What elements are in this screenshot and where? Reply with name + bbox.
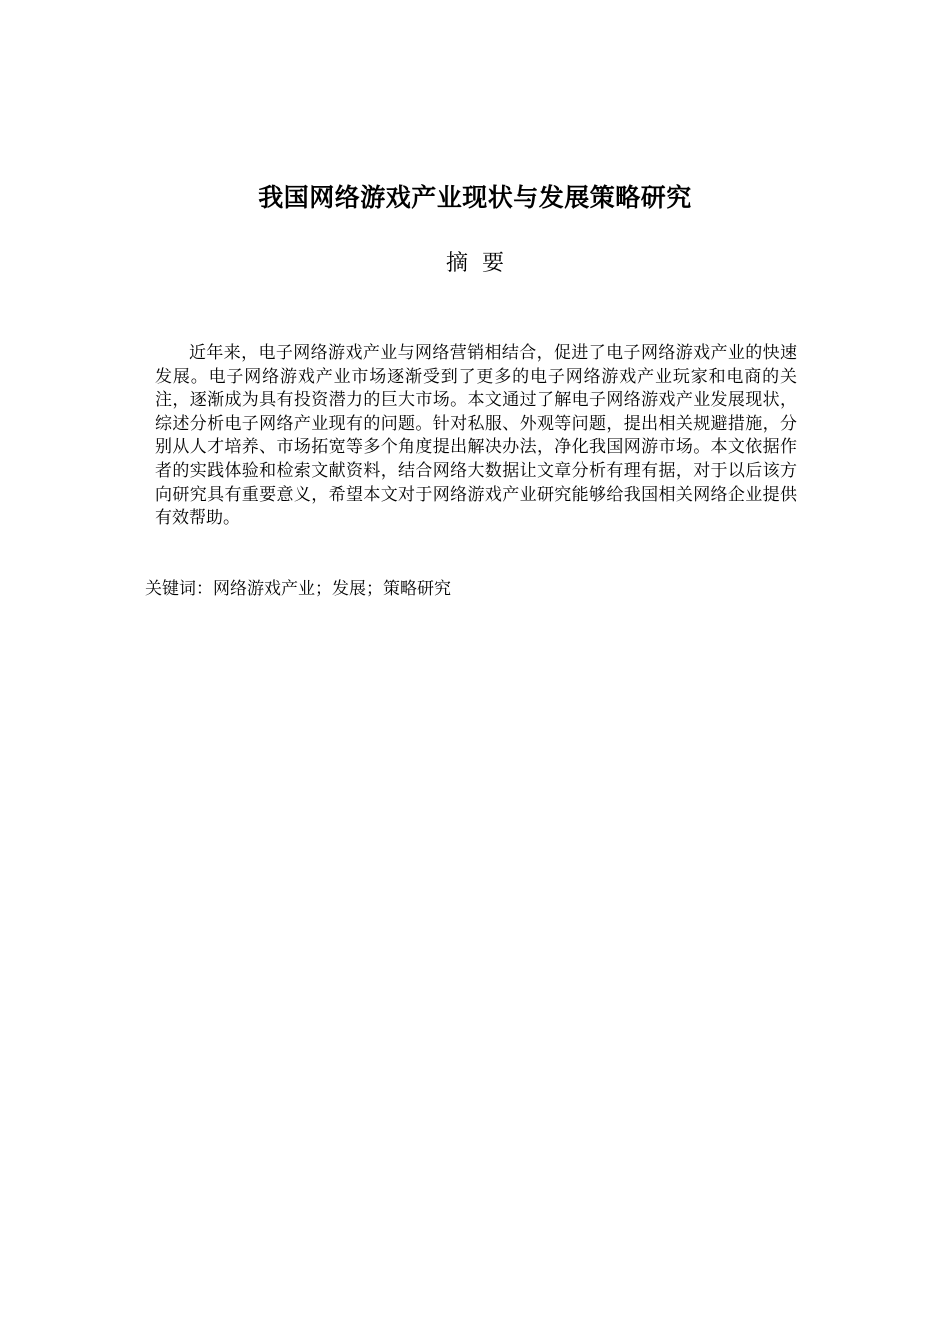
abstract-heading: 摘要 bbox=[445, 251, 518, 276]
keywords-line bbox=[145, 577, 845, 601]
keywords-label: 关键词： bbox=[145, 579, 213, 599]
keywords-text: 网络游戏产业；发展；策略研究 bbox=[213, 579, 451, 599]
abstract-body: 近年来，电子网络游戏产业与网络营销相结合，促进了电子网络游戏产业的快速发展。电子网络游戏产业市场逐渐受到了更多的电子网络游戏产业玩家和电商的关注，逐渐成为具有投资潜力的巨大市场。本文通过了解电子网络游戏产业发展现状，综述分析电子网络产业现有的问题。针对私服、外观等问题，提出相关规避措施，分别从人才培养、市场拓宽等多个角度提出解决办法，净化我国网游市场。本文依据作者的实践体验和检索文献资料，结合网络大数据让文章分析有理有据，对于以后该方向研究具有重要意义，希望本文对于网络游戏产业研究能够给我国相关网络企业提供有效帮助。 bbox=[155, 343, 797, 529]
paper-title: 我国网络游戏产业现状与发展策略研究 bbox=[258, 183, 692, 212]
